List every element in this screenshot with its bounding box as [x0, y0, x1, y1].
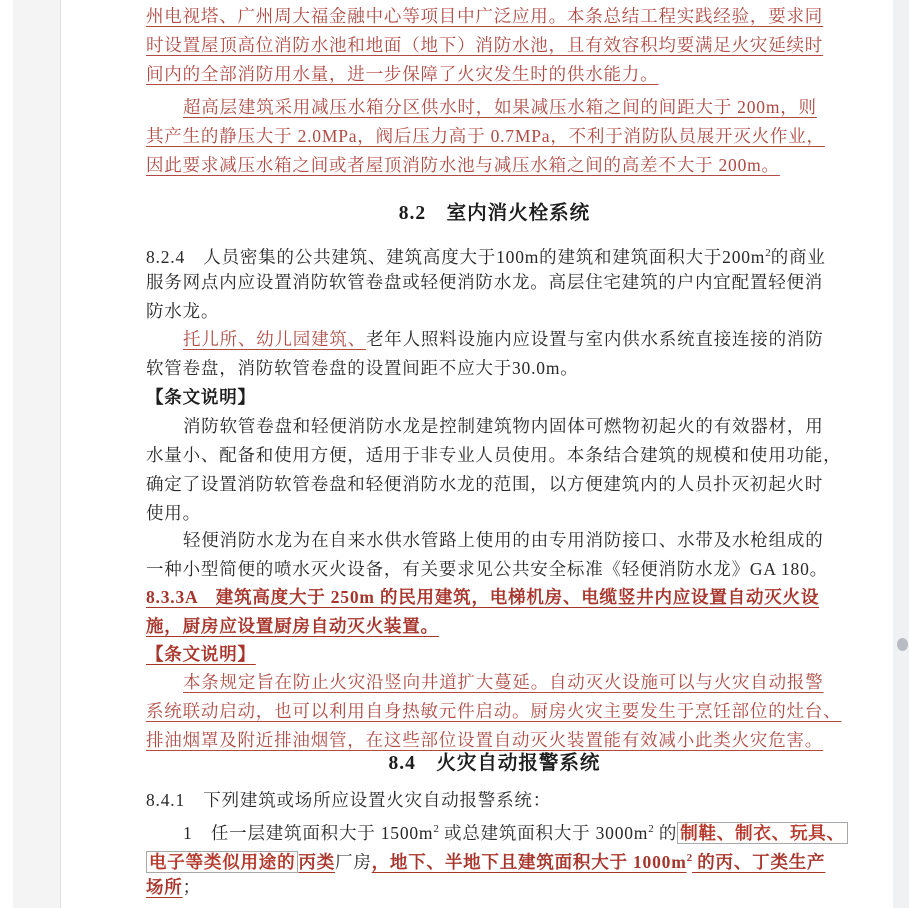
- text-line: [146, 668, 843, 697]
- text-line: [146, 786, 843, 815]
- text-line: [146, 122, 843, 151]
- text-line: [146, 555, 843, 584]
- text-run: 厂房: [335, 851, 372, 872]
- text-run: 【条文说明】: [146, 644, 256, 664]
- commentary-label: [146, 383, 843, 412]
- text-run: 州电视塔、广州周大福金融中心等项目中广泛应用。本条总结工程实践经验，要求同: [146, 6, 824, 26]
- section-heading-8-2: [146, 199, 843, 228]
- document-page: [60, 0, 893, 908]
- inserted-text-box: 制鞋、制衣、玩具、: [677, 822, 848, 844]
- window-left-margin: [0, 0, 13, 908]
- text-run: 老年人照料设施内应设置与室内供水系统直接连接的消防: [366, 329, 824, 349]
- text-run: 软管卷盘，消防软管卷盘的设置间距不应大于30.0m。: [146, 358, 579, 378]
- text-line: [146, 239, 843, 268]
- text-run: 场所: [146, 877, 183, 897]
- text-line: [146, 412, 843, 441]
- text-line: [146, 844, 843, 873]
- text-run: 系统联动启动，也可以利用自身热敏元件启动。厨房火灾主要发生于烹饪部位的灶台、: [146, 701, 842, 721]
- text-run: 确定了设置消防软管卷盘和轻便消防水龙的范围，以方便建筑内的人员扑灭初起火时: [146, 474, 824, 494]
- text-line: [146, 470, 843, 499]
- text-run: 服务网点内应设置消防软管卷盘或轻便消防水龙。高层住宅建筑的户内宜配置轻便消: [146, 272, 824, 292]
- text-run: ，地下、半地下且建筑面积大于 1000m: [371, 851, 687, 872]
- text-line: [146, 268, 843, 297]
- commentary-label-revised: [146, 640, 843, 669]
- text-run: 消防软管卷盘和轻便消防水龙是控制建筑物内固体可燃物初起火的有效器材，用: [183, 416, 824, 436]
- text-line: [146, 499, 843, 528]
- text-line: [146, 354, 843, 383]
- text-line: [146, 297, 843, 326]
- text-run: 8.3.3A 建筑高度大于 250m 的民用建筑，电梯机房、电缆竖井内应设置自动灭火设: [146, 587, 820, 607]
- text-run: 2: [648, 823, 654, 835]
- text-run: 2: [765, 247, 771, 259]
- text-run: ；: [182, 877, 201, 897]
- text-run: 超高层建筑采用减压水箱分区供水时，如果减压水箱之间的间距大于 200m，则: [183, 97, 817, 117]
- text-run: 的丙、丁类生产: [692, 851, 826, 872]
- text-line: [146, 325, 843, 354]
- inserted-text-box: 电子等类似用途的: [146, 851, 298, 873]
- text-run: 的: [653, 822, 678, 843]
- text-line: [146, 815, 843, 844]
- text-line: [146, 526, 843, 555]
- text-run: 防水龙。: [146, 301, 220, 321]
- text-line: [146, 583, 843, 612]
- text-run: 8.2.4 人员密集的公共建筑、建筑高度大于100m的建筑和建筑面积大于200m: [146, 246, 766, 267]
- text-run: 丙类: [298, 851, 336, 872]
- scroll-indicator[interactable]: [897, 638, 908, 651]
- text-run: 施，厨房应设置厨房自动灭火装置。: [146, 616, 439, 636]
- text-run: 1 任一层建筑面积大于 1500m: [183, 822, 434, 843]
- text-run: 时设置屋顶高位消防水池和地面（地下）消防水池，且有效容积均要满足火灾延续时: [146, 35, 824, 55]
- document-content: [146, 2, 843, 902]
- text-line: [146, 612, 843, 641]
- text-run: 的商业: [770, 246, 826, 267]
- text-line: [146, 697, 843, 726]
- text-line: [146, 60, 843, 89]
- text-run: 8.2 室内消火栓系统: [398, 203, 591, 224]
- text-line: [146, 93, 843, 122]
- text-run: 【条文说明】: [146, 387, 256, 407]
- text-run: 2: [433, 823, 439, 835]
- text-line: [146, 441, 843, 470]
- text-run: 水量小、配备和使用方便，适用于非专业人员使用。本条结合建筑的规模和使用功能，: [146, 445, 842, 465]
- text-run: 排油烟罩及附近排油烟管，在这些部位设置自动灭火装置能有效减小此类火灾危害。: [146, 730, 824, 750]
- text-run: 因此要求减压水箱之间或者屋顶消防水池与减压水箱之间的高差不大于 200m。: [146, 155, 780, 175]
- text-line: [146, 31, 843, 60]
- text-run: 间内的全部消防用水量，进一步保障了火灾发生时的供水能力。: [146, 64, 659, 84]
- viewer-background-left: [13, 0, 60, 908]
- text-run: 8.4 火灾自动报警系统: [388, 753, 601, 774]
- text-line: [146, 151, 843, 180]
- text-run: 2: [686, 852, 693, 864]
- text-run: 一种小型简便的喷水灭火设备，有关要求见公共安全标准《轻便消防水龙》GA 180。: [146, 559, 828, 579]
- text-run: 本条规定旨在防止火灾沿竖向井道扩大蔓延。自动灭火设施可以与火灾自动报警: [183, 672, 824, 692]
- viewer-background-right: [893, 0, 909, 908]
- text-run: 或总建筑面积大于 3000m: [438, 822, 649, 843]
- text-line: [146, 2, 843, 31]
- text-run: 轻便消防水龙为在自来水供水管路上使用的由专用消防接口、水带及水枪组成的: [183, 530, 824, 550]
- text-run: 托儿所、幼儿园建筑、: [183, 329, 366, 349]
- text-run: 使用。: [146, 503, 201, 523]
- text-line: [146, 873, 843, 902]
- text-run: 其产生的静压大于 2.0MPa，阀后压力高于 0.7MPa，不利于消防队员展开灭火作业，: [146, 126, 825, 146]
- text-run: 8.4.1 下列建筑或场所应设置火灾自动报警系统：: [146, 790, 551, 810]
